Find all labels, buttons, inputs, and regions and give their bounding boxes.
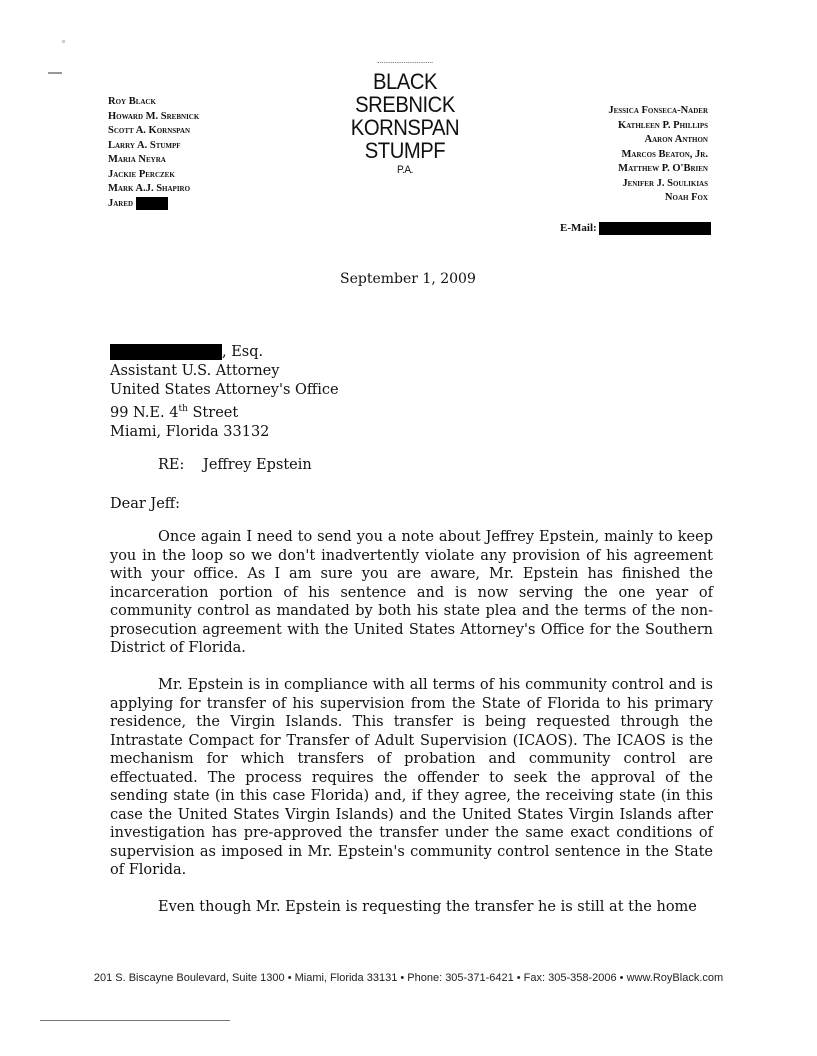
attorney-name: Noah Fox [664,192,708,203]
right-attorney-list [608,104,708,206]
attorney-name: Larry A. Stumpf [108,139,181,151]
address-line [110,400,339,423]
address-street-number: 99 N.E. 4 [110,404,179,421]
re-line [158,457,312,473]
email-label: E-Mail: [560,222,597,235]
redaction-box [136,197,168,210]
left-attorney-list [108,95,199,211]
attorney-name: Roy Black [108,96,156,107]
attorney-name: Jared [108,197,134,209]
logo-suffix: P.A. [397,164,413,176]
salutation: Dear Jeff: [110,496,180,512]
body-paragraph: Mr. Epstein is in compliance with all terms of his community control and is applying for transfer of his supervision from the State of Florida to his primary residence, the Virgin Islands. This transfer is being requested through the Intrastate Compact for Transfer of Adult Supervision (ICAOS). The ICAOS is the mechanism for which transfers of probation and community control are effectuated. The process requires the offender to seek the approval of the sending state (in this case Florida) and, if they agree, the receiving state (in this case the United States Virgin Islands) and the United States Virgin Islands after investigation has pre-approved the transfer under the same exact conditions of supervision as imposed in Mr. Epstein's community control sentence in the State of Florida. [110,677,713,878]
email-line [560,222,711,235]
firm-logo [350,62,460,177]
logo-line: BLACK [372,69,438,94]
scan-artifact [48,72,62,74]
letterhead-footer: 201 S. Biscayne Boulevard, Suite 1300 • Miami, Florida 33131 • Phone: 305-371-6421 • Fax: 305-358-2006 • www.RoyBlack.com [93,972,724,984]
address-street-name: Street [187,404,239,421]
scan-artifact [62,40,65,43]
recipient-address [110,343,339,442]
logo-line: KORNSPAN [350,115,460,140]
recipient-name-line [110,343,339,362]
attorney-name: Aaron Anthon [644,134,708,145]
address-ordinal: th [178,404,188,414]
attorney-name: Matthew P. O'Brien [618,163,708,174]
address-line: Miami, Florida 33132 [110,423,270,440]
logo-line: SREBNICK [355,92,455,117]
attorney-name: Mark A.J. Shapiro [108,183,191,194]
re-label: RE: [158,457,185,473]
logo-rule [377,62,432,64]
attorney-name: Scott A. Kornspan [108,125,191,136]
letter-date: September 1, 2009 [340,271,476,287]
scan-artifact [40,1020,230,1021]
logo-line: STUMPF [364,138,446,163]
attorney-name: Kathleen P. Phillips [617,119,708,131]
address-line: Assistant U.S. Attorney [110,363,280,379]
attorney-name: Marcos Beaton, Jr. [621,148,708,160]
re-subject: Jeffrey Epstein [203,457,312,473]
attorney-name-redacted [108,197,199,212]
attorney-name: Maria Neyra [108,154,166,165]
attorney-name: Jenifer J. Soulikias [622,177,708,189]
attorney-name: Jackie Perczek [108,168,175,180]
recipient-suffix: , Esq. [222,344,264,360]
body-paragraph: Once again I need to send you a note about Jeffrey Epstein, mainly to keep you in the loop so we don't inadvertently violate any provision of his agreement with your office. As I am sure you are aware, Mr. Epstein has finished the incarceration portion of his sentence and is now serving the one year of community control as mandated by both his state plea and the terms of the non-prosecution agreement with the United States Attorney's Office for the Southern District of Florida. [110,529,713,656]
attorney-name: Howard M. Srebnick [108,110,200,122]
redaction-box [599,222,711,235]
body-paragraph: Even though Mr. Epstein is requesting the transfer he is still at the home [158,899,697,915]
attorney-name: Jessica Fonseca-Nader [608,105,708,116]
redaction-box [110,344,222,360]
address-line: United States Attorney's Office [110,382,339,398]
